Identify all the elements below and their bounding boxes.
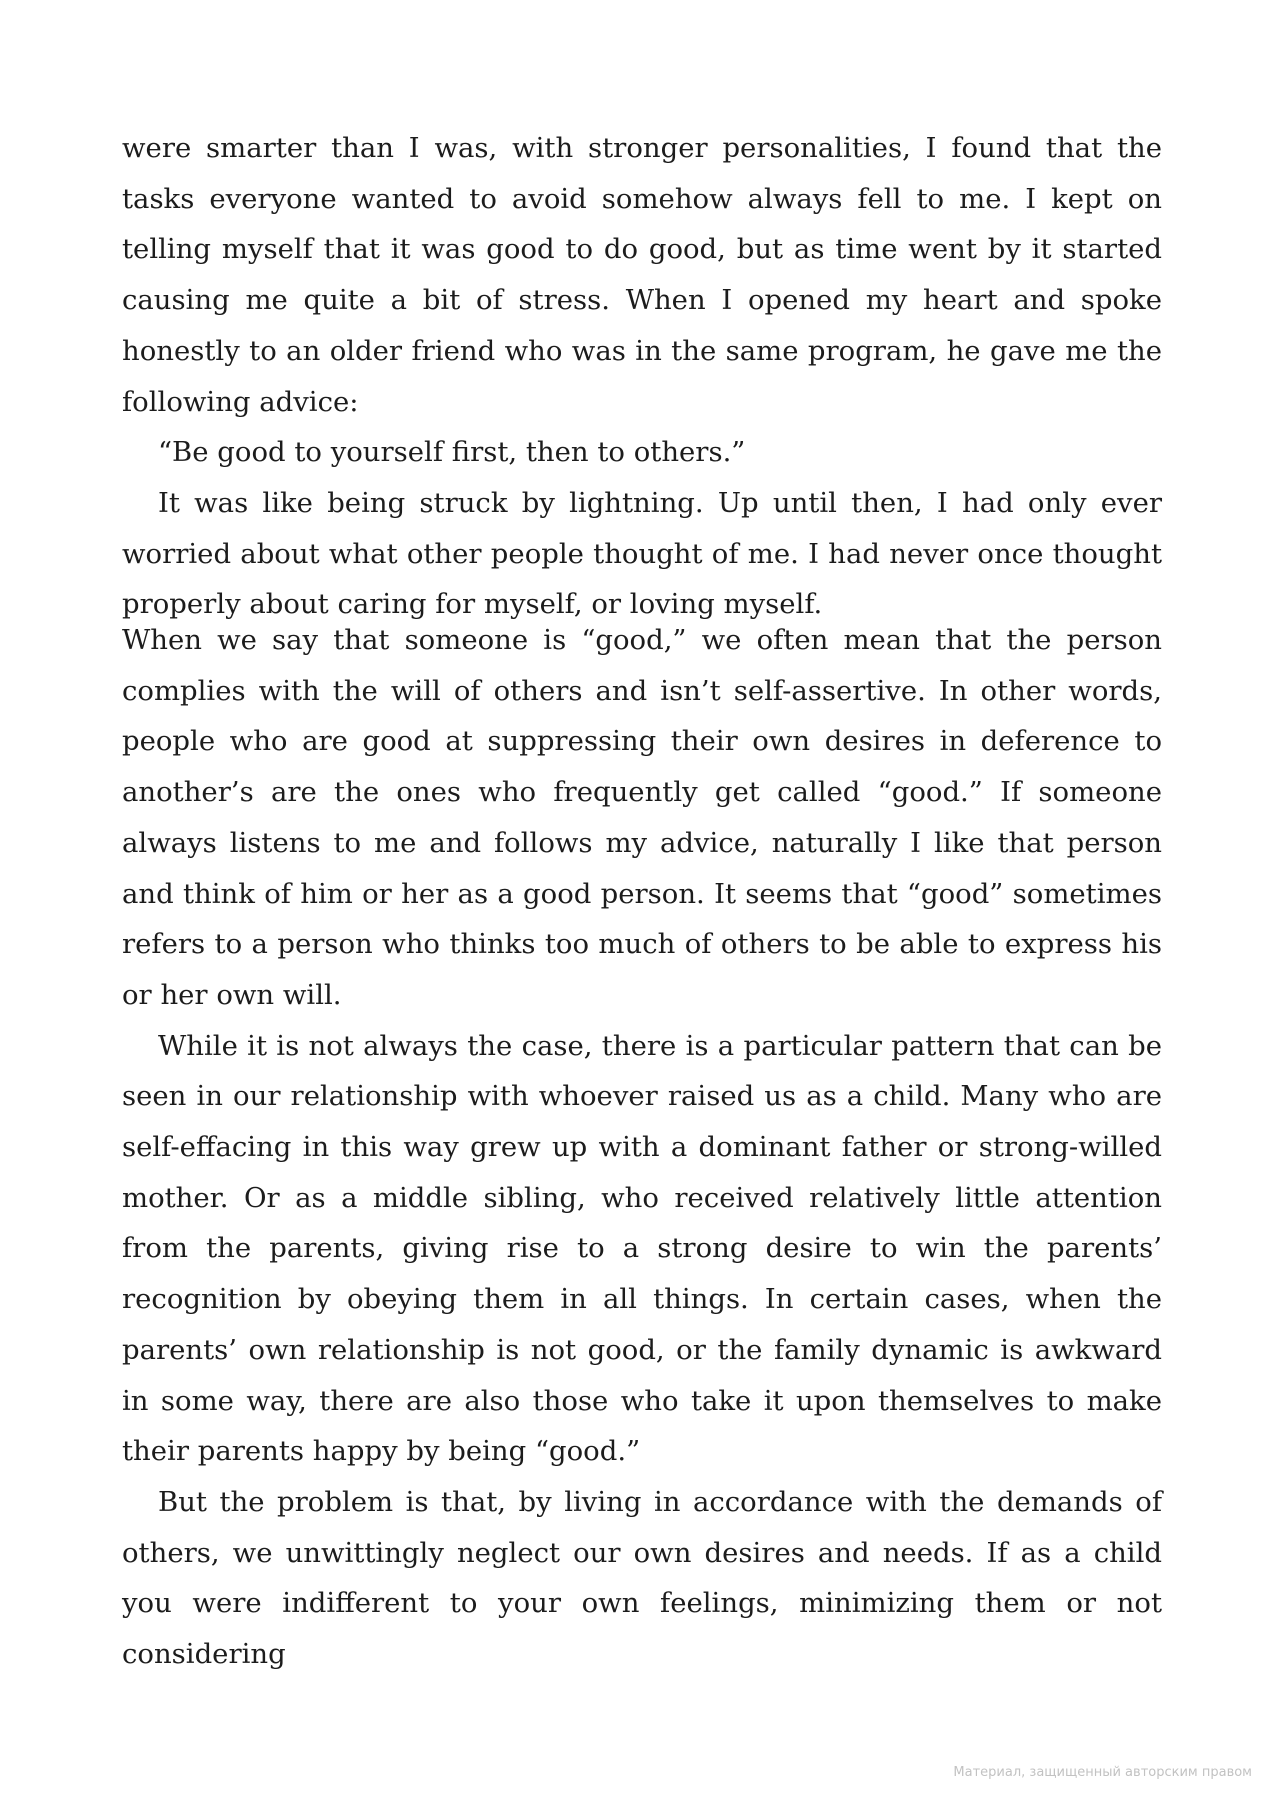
text-section-new: [122, 615, 1162, 1680]
paragraph-quote: “Be good to yourself first, then to others.”: [158, 436, 746, 469]
paragraph-lightning: It was like being struck by lightning. Up until then, I had only ever worried about what other people thought of me. I had never once thought properly about caring for myself, or loving myself.: [122, 486, 1162, 621]
paragraph-definition-good: When we say that someone is “good,” we often mean that the person complies with the will of others and isn’t self-assertive. In other words, people who are good at suppressing their own desires in deference to another’s are the ones who frequently get called “good.” If someone always listens to me and follows my advice, naturally I like that person and think of him or her as a good person. It seems that “good” sometimes refers to a person who thinks too much of others to be able to express his or her own will.: [122, 624, 1162, 1011]
text-section-continuation: [122, 123, 1162, 630]
paragraph-pattern: While it is not always the case, there is a particular pattern that can be seen in our relationship with whoever raised us as a child. Many who are self-effacing in this way grew up with a dominant father or strong-willed mother. Or as a middle sibling, who received relatively little attention from the parents, giving rise to a strong desire to win the parents’ recognition by obeying them in all things. In certain cases, when the parents’ own relationship is not good, or the family dynamic is awkward in some way, there are also those who take it upon themselves to make their parents happy by being “good.”: [122, 1029, 1162, 1468]
copyright-watermark: Материал, защищенный авторским правом: [953, 1765, 1252, 1780]
paragraph-problem: But the problem is that, by living in accordance with the demands of others, we unwittingly neglect our own desires and needs. If as a child you were indifferent to your own feelings, minimizing them or not considering: [122, 1485, 1162, 1671]
paragraph-continued: were smarter than I was, with stronger personalities, I found that the tasks everyone wanted to avoid somehow always fell to me. I kept on telling myself that it was good to do good, but as time went by it started causing me quite a bit of stress. When I opened my heart and spoke honestly to an older friend who was in the same program, he gave me the following advice:: [122, 132, 1162, 418]
